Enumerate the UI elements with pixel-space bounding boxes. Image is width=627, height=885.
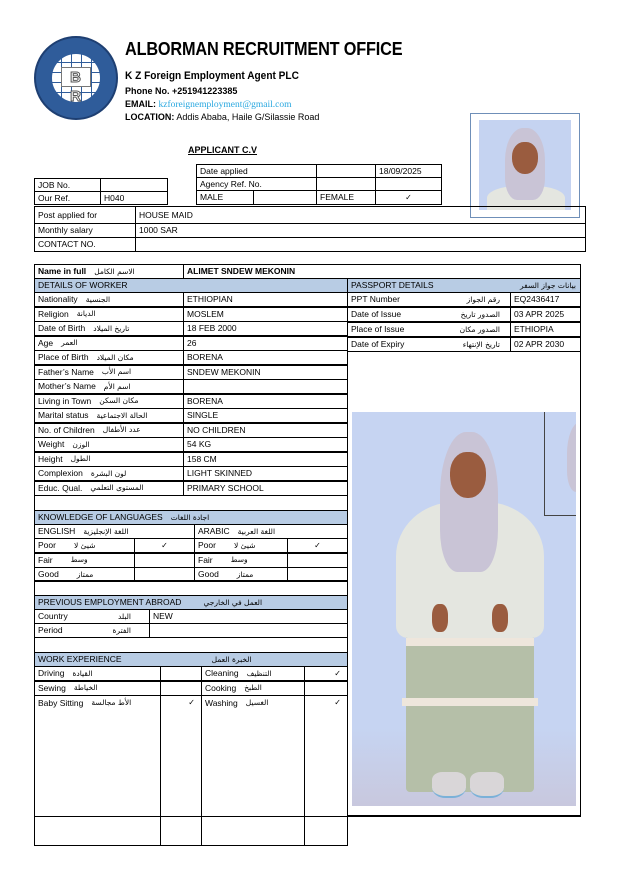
worker-row-label-ar: المستوى التعلمي bbox=[90, 483, 144, 493]
passport-row-label-ar: رقم الجواز bbox=[466, 294, 500, 304]
date-applied-label: Date applied bbox=[196, 164, 317, 178]
work-left-label-text: Sewing bbox=[38, 682, 66, 693]
worker-row-label bbox=[34, 292, 184, 307]
worker-row-label-text: Weight bbox=[38, 439, 65, 450]
worker-row-label-text: Religion bbox=[38, 308, 69, 319]
worker-row-value: SINGLE bbox=[183, 408, 348, 423]
worker-row-label bbox=[34, 394, 184, 409]
arabic-level-label bbox=[194, 553, 288, 568]
job-no-label: JOB No. bbox=[34, 178, 101, 192]
arabic-level-label-text: Poor bbox=[198, 540, 216, 551]
work-left-label bbox=[34, 681, 161, 696]
worker-row-label bbox=[34, 379, 184, 394]
arabic-level-label-ar: وسط bbox=[230, 555, 248, 565]
job-no-value bbox=[100, 178, 168, 192]
worker-row-label-text: Marital status bbox=[38, 410, 89, 421]
email-line bbox=[125, 99, 292, 110]
worker-row-label-text: Nationality bbox=[38, 294, 78, 305]
worker-row-label-text: Educ. Qual. bbox=[38, 482, 83, 493]
worker-row-label bbox=[34, 408, 184, 423]
work-right-label-ar: الطبخ bbox=[244, 683, 262, 693]
phone-label: Phone No. bbox=[125, 86, 170, 96]
worker-row-value: BORENA bbox=[183, 350, 348, 365]
work-right-label-ar: الغسيل bbox=[245, 698, 269, 707]
country-label-ar: البلد bbox=[117, 611, 131, 621]
passport-row-label-ar: الصدور مكان bbox=[459, 324, 500, 334]
languages-spacer bbox=[34, 580, 348, 596]
worker-row-value: BORENA bbox=[183, 394, 348, 409]
work-left-label-ar: القيادة bbox=[72, 668, 93, 678]
worker-row-label bbox=[34, 365, 184, 380]
work-right-label bbox=[201, 695, 305, 846]
agency-ref-label: Agency Ref. No. bbox=[196, 177, 317, 191]
arabic-level-label bbox=[194, 538, 288, 553]
worker-row-value: LIGHT SKINNED bbox=[183, 466, 348, 481]
work-left-label bbox=[34, 695, 161, 846]
worker-row-label-text: Place of Birth bbox=[38, 352, 89, 363]
male-label: MALE bbox=[196, 190, 254, 205]
post-applied-label: Post applied for bbox=[34, 206, 136, 224]
english-level-label-text: Fair bbox=[38, 554, 53, 565]
worker-row-label-text: No. of Children bbox=[38, 424, 95, 435]
location-value: Addis Ababa, Haile G/Silassie Road bbox=[176, 112, 320, 122]
passport-row-value: EQ2436417 bbox=[510, 292, 581, 307]
country-value: NEW bbox=[149, 609, 348, 624]
details-of-worker-header: DETAILS OF WORKER bbox=[34, 278, 348, 293]
worker-row-value: 158 CM bbox=[183, 452, 348, 467]
work-right-mark bbox=[304, 681, 348, 696]
work-right-label bbox=[201, 681, 305, 696]
languages-title-ar: اجادة اللغات bbox=[170, 512, 210, 522]
worker-row-value: SNDEW MEKONIN bbox=[183, 365, 348, 380]
english-level-mark bbox=[134, 553, 195, 568]
english-header bbox=[34, 524, 195, 539]
period-label bbox=[34, 623, 150, 638]
worker-row-label bbox=[34, 437, 184, 452]
phone-line bbox=[125, 86, 237, 96]
our-ref-value: H040 bbox=[100, 191, 168, 205]
worker-row-label-ar: عدد الأطفال bbox=[102, 425, 141, 435]
details-spacer bbox=[34, 495, 348, 511]
arabic-level-label-ar: شيئ لا bbox=[233, 540, 256, 550]
english-level-mark: ✓ bbox=[134, 538, 195, 553]
date-applied-value: 18/09/2025 bbox=[375, 164, 442, 178]
passport-row-label-text: PPT Number bbox=[351, 294, 400, 305]
worker-row-value: ETHIOPIAN bbox=[183, 292, 348, 307]
work-right-mark: ✓ bbox=[304, 695, 348, 846]
work-right-label-text: Cleaning bbox=[205, 668, 239, 679]
agency-ref-extra bbox=[375, 177, 442, 191]
worker-row-label-ar: العمر bbox=[61, 338, 78, 348]
worker-row-label-ar: اسم الأب bbox=[101, 367, 132, 377]
work-left-label-text: Driving bbox=[38, 668, 65, 679]
worker-row-label-ar: الديانة bbox=[76, 309, 96, 319]
work-left-label-ar: الخياطة bbox=[73, 683, 98, 693]
worker-row-label-ar: تاريخ الميلاد bbox=[93, 323, 130, 333]
worker-row-label bbox=[34, 466, 184, 481]
contact-no-label: CONTACT NO. bbox=[34, 237, 136, 252]
arabic-label: ARABIC bbox=[198, 526, 230, 537]
work-right-label-ar: التنظيف bbox=[246, 668, 272, 678]
monthly-salary-label: Monthly salary bbox=[34, 223, 136, 238]
portrait-photo bbox=[479, 120, 571, 210]
worker-row-value: 26 bbox=[183, 336, 348, 351]
email-link[interactable]: kzforeignemployment@gmail.com bbox=[158, 100, 292, 110]
worker-row-label-ar: الجنسية bbox=[85, 294, 111, 304]
passport-title: PASSPORT DETAILS bbox=[351, 280, 434, 291]
worker-row-label-ar: الطول bbox=[70, 454, 91, 464]
contact-no-value bbox=[135, 237, 586, 252]
our-ref-label: Our Ref. bbox=[34, 191, 101, 205]
worker-row-label-text: Age bbox=[38, 337, 54, 348]
work-left-mark bbox=[160, 681, 202, 696]
worker-row-value: MOSLEM bbox=[183, 307, 348, 322]
worker-row-label-ar: مكان الميلاد bbox=[96, 352, 134, 362]
work-experience-header bbox=[34, 652, 348, 667]
worker-row-label bbox=[34, 336, 184, 351]
portrait-photo-frame bbox=[470, 113, 580, 218]
passport-row-label-ar: تاريخ الإنتهاء bbox=[462, 339, 500, 349]
english-label: ENGLISH bbox=[38, 526, 76, 537]
company-title: ALBORMAN RECRUITMENT OFFICE bbox=[125, 38, 403, 59]
english-level-label-text: Good bbox=[38, 569, 59, 580]
worker-row-label-ar: الحالة الاجتماعية bbox=[96, 410, 148, 420]
male-mark bbox=[253, 190, 317, 205]
employment-spacer bbox=[34, 637, 348, 653]
agent-name: K Z Foreign Employment Agent PLC bbox=[125, 70, 299, 82]
previous-employment-header bbox=[34, 595, 348, 610]
name-label-text: Name in full bbox=[38, 266, 87, 277]
worker-row-value: 18 FEB 2000 bbox=[183, 321, 348, 336]
worker-row-label-text: Complexion bbox=[38, 468, 83, 479]
name-label-ar: الاسم الكامل bbox=[94, 266, 135, 276]
worker-row-label-text: Mother’s Name bbox=[38, 381, 96, 392]
passport-row-value: 02 APR 2030 bbox=[510, 337, 581, 352]
worker-row-label-ar: لون البشرة bbox=[90, 468, 127, 478]
location-label: LOCATION: bbox=[125, 112, 175, 122]
passport-row-value: ETHIOPIA bbox=[510, 322, 581, 337]
english-level-label-text: Poor bbox=[38, 540, 56, 551]
passport-row-label bbox=[347, 337, 511, 352]
work-experience-title: WORK EXPERIENCE bbox=[38, 654, 122, 665]
english-level-label bbox=[34, 553, 135, 568]
logo-letters: B R bbox=[61, 67, 91, 87]
worker-row-value bbox=[183, 379, 348, 394]
passport-details-header bbox=[347, 278, 581, 293]
name-value: ALIMET SNDEW MEKONIN bbox=[183, 264, 581, 279]
arabic-label-ar: اللغة العربية bbox=[237, 526, 276, 536]
period-label-text: Period bbox=[38, 625, 63, 636]
post-applied-value: HOUSE MAID bbox=[135, 206, 586, 224]
worker-row-label-text: Date of Birth bbox=[38, 323, 86, 334]
inset-photo-edge bbox=[544, 412, 576, 516]
cv-title: APPLICANT C.V bbox=[188, 145, 258, 155]
languages-header bbox=[34, 510, 348, 525]
period-value bbox=[149, 623, 348, 638]
work-left-mark bbox=[160, 666, 202, 681]
worker-row-label-ar: اسم الأم bbox=[103, 381, 131, 391]
agency-ref-value bbox=[316, 177, 376, 191]
company-logo bbox=[34, 36, 118, 120]
passport-row-value: 03 APR 2025 bbox=[510, 307, 581, 322]
work-left-mark: ✓ bbox=[160, 695, 202, 846]
worker-row-label-text: Father’s Name bbox=[38, 366, 94, 377]
previous-employment-title: PREVIOUS EMPLOYMENT ABROAD bbox=[38, 597, 182, 608]
work-right-mark: ✓ bbox=[304, 666, 348, 681]
arabic-level-mark bbox=[287, 553, 348, 568]
worker-row-label bbox=[34, 321, 184, 336]
work-left-label-text: Baby Sitting bbox=[38, 698, 84, 708]
date-applied-spacer bbox=[316, 164, 376, 178]
passport-row-label bbox=[347, 292, 511, 307]
passport-row-label bbox=[347, 307, 511, 322]
work-left-label bbox=[34, 666, 161, 681]
arabic-level-label-text: Good bbox=[198, 569, 219, 580]
email-label: EMAIL: bbox=[125, 99, 156, 109]
english-level-label-ar: وسط bbox=[70, 555, 88, 565]
work-right-label-text: Washing bbox=[205, 698, 238, 708]
passport-row-label-text: Date of Issue bbox=[351, 309, 402, 320]
english-level-label-ar: شيئ لا bbox=[73, 540, 96, 550]
arabic-level-label-text: Fair bbox=[198, 554, 213, 565]
passport-row-label-text: Date of Expiry bbox=[351, 339, 405, 350]
worker-row-label bbox=[34, 350, 184, 365]
worker-row-value: 54 KG bbox=[183, 437, 348, 452]
worker-row-label bbox=[34, 307, 184, 322]
name-label bbox=[34, 264, 184, 279]
country-label-text: Country bbox=[38, 611, 68, 622]
work-experience-title-ar: الخبرة العمل bbox=[211, 654, 252, 664]
languages-title: KNOWLEDGE OF LANGUAGES bbox=[38, 512, 163, 523]
passport-row-label-text: Place of Issue bbox=[351, 324, 405, 335]
worker-row-label bbox=[34, 423, 184, 438]
work-right-label-text: Cooking bbox=[205, 682, 237, 693]
arabic-level-mark: ✓ bbox=[287, 538, 348, 553]
worker-row-label-ar: الوزن bbox=[72, 439, 90, 449]
country-label bbox=[34, 609, 150, 624]
passport-row-label bbox=[347, 322, 511, 337]
previous-employment-title-ar: العمل في الخارجي bbox=[203, 597, 263, 607]
period-label-ar: الفترة bbox=[112, 625, 131, 635]
passport-row-label-ar: الصدور تاريخ bbox=[460, 309, 500, 319]
work-left-label-ar: الأط مجالسة bbox=[91, 698, 132, 707]
work-right-label bbox=[201, 666, 305, 681]
globe-icon bbox=[50, 52, 102, 104]
english-level-label bbox=[34, 538, 135, 553]
worker-row-label bbox=[34, 452, 184, 467]
phone-value: +251941223385 bbox=[172, 86, 238, 96]
worker-row-label-text: Living in Town bbox=[38, 395, 92, 406]
worker-row-label-text: Height bbox=[38, 453, 63, 464]
english-label-ar: اللغة الإنجليزية bbox=[83, 526, 129, 536]
english-level-label-ar: ممتاز bbox=[76, 569, 94, 579]
worker-row-value: PRIMARY SCHOOL bbox=[183, 481, 348, 496]
location-line bbox=[125, 112, 319, 122]
passport-title-ar: بيانات جواز السفر bbox=[519, 280, 576, 290]
female-mark: ✓ bbox=[375, 190, 442, 205]
monthly-salary-value: 1000 SAR bbox=[135, 223, 586, 238]
worker-row-label-ar: مكان السكن bbox=[99, 396, 139, 406]
full-body-photo bbox=[352, 412, 576, 806]
worker-row-label bbox=[34, 481, 184, 496]
worker-row-value: NO CHILDREN bbox=[183, 423, 348, 438]
arabic-level-label-ar: ممتاز bbox=[236, 569, 254, 579]
female-label: FEMALE bbox=[316, 190, 376, 205]
arabic-header bbox=[194, 524, 348, 539]
